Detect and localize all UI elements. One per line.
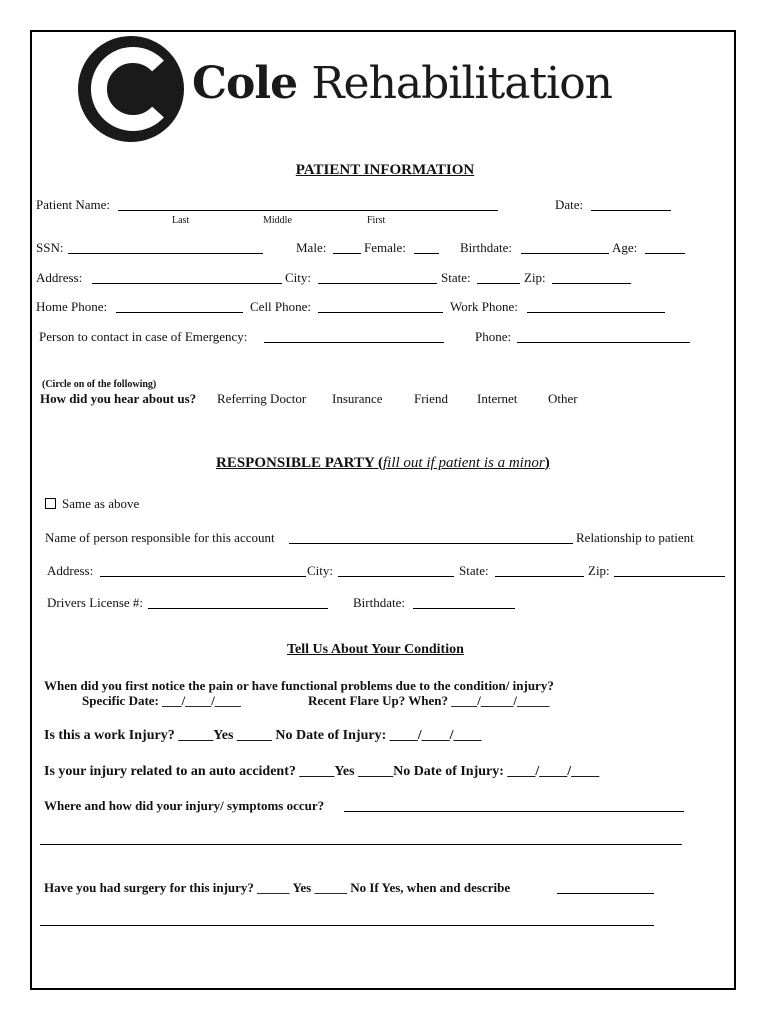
patient-name-label: Patient Name: — [36, 197, 111, 212]
emergency-contact-field[interactable] — [264, 342, 444, 343]
emergency-phone-field[interactable] — [517, 342, 690, 343]
same-as-above-option[interactable] — [45, 496, 139, 511]
birthdate-field[interactable] — [521, 253, 609, 254]
responsible-party-title: RESPONSIBLE PARTY — [216, 455, 375, 471]
referral-option-friend[interactable]: Friend — [414, 391, 448, 406]
patient-name-field[interactable] — [118, 210, 498, 211]
zip-label: Zip: — [524, 270, 546, 285]
state-label: State: — [441, 270, 471, 285]
first-notice-question: When did you first notice the pain or have functional problems due to the condition/ injury? — [44, 678, 554, 693]
middle-name-caption: Middle — [263, 215, 292, 226]
work-injury-question[interactable]: Is this a work Injury? _____Yes _____ No Date of Injury: ____/____/____ — [44, 728, 482, 743]
work-phone-label: Work Phone: — [450, 299, 518, 314]
section-responsible-party: RESPONSIBLE PARTY (fill out if patient is a minor) — [216, 455, 550, 471]
emergency-phone-label: Phone: — [475, 329, 512, 344]
emergency-contact-label: Person to contact in case of Emergency: — [39, 329, 248, 344]
section-condition: Tell Us About Your Condition — [287, 642, 464, 657]
responsible-state-field[interactable] — [495, 576, 584, 577]
male-field[interactable] — [333, 253, 361, 254]
responsible-birthdate-field[interactable] — [413, 608, 515, 609]
zip-field[interactable] — [552, 283, 631, 284]
state-field[interactable] — [477, 283, 520, 284]
city-label: City: — [285, 270, 312, 285]
date-field[interactable] — [591, 210, 671, 211]
birthdate-label: Birthdate: — [460, 240, 512, 255]
age-label: Age: — [612, 240, 638, 255]
section-patient-information: PATIENT INFORMATION — [295, 162, 475, 178]
ssn-field[interactable] — [68, 253, 263, 254]
responsible-zip-field[interactable] — [614, 576, 725, 577]
city-field[interactable] — [318, 283, 437, 284]
female-field[interactable] — [414, 253, 439, 254]
referral-option-insurance[interactable]: Insurance — [332, 391, 383, 406]
referral-option-other[interactable]: Other — [548, 391, 578, 406]
auto-accident-question[interactable]: Is your injury related to an auto accident? _____Yes _____No Date of Injury: ____/____/____ — [44, 764, 600, 779]
female-label: Female: — [364, 240, 406, 255]
where-how-field[interactable] — [344, 811, 684, 812]
responsible-party-note: fill out if patient is a minor — [383, 455, 545, 471]
referral-instruction: (Circle on of the following) — [42, 379, 157, 390]
work-phone-field[interactable] — [527, 312, 665, 313]
responsible-birthdate-label: Birthdate: — [353, 595, 405, 610]
where-how-question: Where and how did your injury/ symptoms occur? — [44, 798, 325, 813]
cole-logo-icon — [78, 36, 184, 142]
referral-question: How did you hear about us? — [40, 391, 197, 406]
same-as-above-label: Same as above — [62, 496, 140, 511]
date-label: Date: — [555, 197, 584, 212]
first-name-caption: First — [367, 215, 386, 226]
responsible-state-label: State: — [459, 563, 489, 578]
last-name-caption: Last — [172, 215, 190, 226]
where-how-field-line2[interactable] — [40, 844, 682, 845]
referral-option-referring-doctor[interactable]: Referring Doctor — [217, 391, 307, 406]
drivers-license-label: Drivers License #: — [47, 595, 144, 610]
recent-flare-field[interactable]: Recent Flare Up? When? ____/_____/_____ — [308, 693, 550, 708]
surgery-describe-field[interactable] — [557, 893, 654, 894]
male-label: Male: — [296, 240, 327, 255]
responsible-zip-label: Zip: — [588, 563, 610, 578]
relationship-label: Relationship to patient — [576, 530, 694, 545]
home-phone-label: Home Phone: — [36, 299, 108, 314]
responsible-city-label: City: — [307, 563, 334, 578]
responsible-address-field[interactable] — [100, 576, 306, 577]
brand-name-part1: Cole — [192, 58, 298, 109]
responsible-city-field[interactable] — [338, 576, 454, 577]
surgery-question[interactable]: Have you had surgery for this injury? _____ Yes _____ No If Yes, when and describe — [44, 880, 511, 895]
cell-phone-field[interactable] — [318, 312, 443, 313]
address-label: Address: — [36, 270, 83, 285]
referral-option-internet[interactable]: Internet — [477, 391, 518, 406]
responsible-name-label: Name of person responsible for this account — [45, 530, 275, 545]
specific-date-field[interactable]: Specific Date: ___/____/____ — [82, 693, 241, 708]
address-field[interactable] — [92, 283, 282, 284]
same-as-above-checkbox[interactable] — [45, 498, 56, 509]
responsible-address-label: Address: — [47, 563, 94, 578]
brand-name-part2: Rehabilitation — [311, 58, 613, 109]
age-field[interactable] — [645, 253, 685, 254]
cell-phone-label: Cell Phone: — [250, 299, 312, 314]
responsible-name-field[interactable] — [289, 543, 573, 544]
brand-name — [192, 58, 612, 109]
drivers-license-field[interactable] — [148, 608, 328, 609]
surgery-describe-field-line2[interactable] — [40, 925, 654, 926]
home-phone-field[interactable] — [116, 312, 243, 313]
ssn-label: SSN: — [36, 240, 64, 255]
